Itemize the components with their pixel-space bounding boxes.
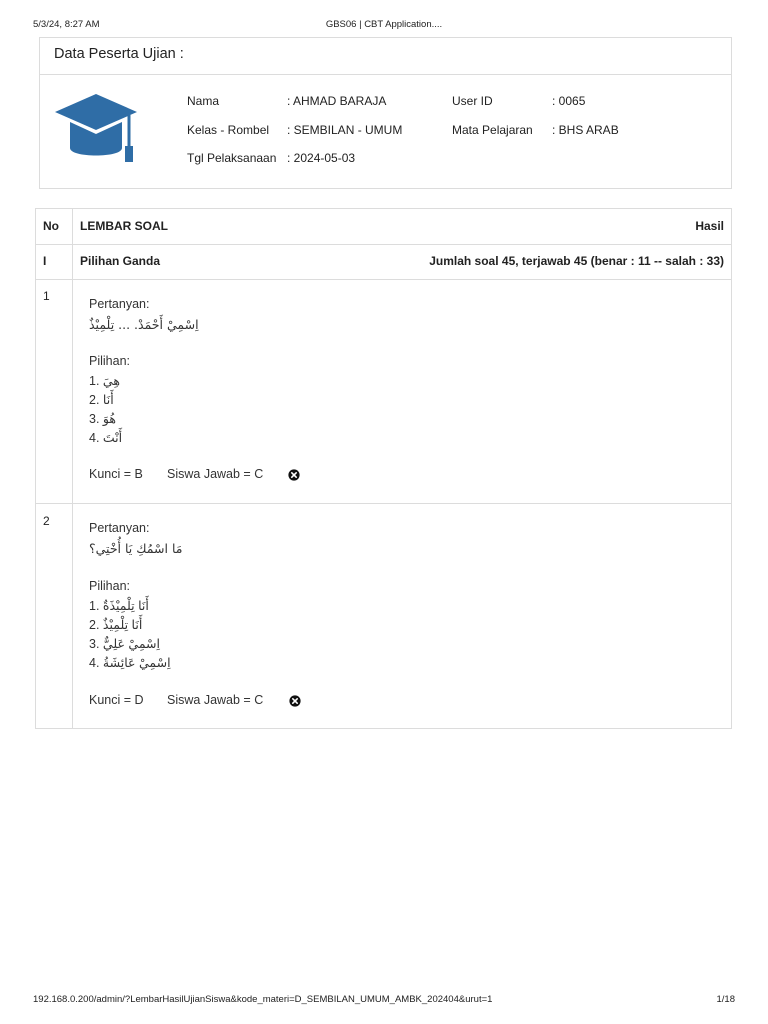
tgl-label: Tgl Pelaksanaan: [187, 151, 277, 165]
option-item: 3. هُوَ: [89, 412, 116, 426]
option-item: 1. هِيَ: [89, 374, 120, 388]
row-divider: [36, 279, 731, 280]
option-item: 1. أَنَا تِلْمِيْذَةٌ: [89, 599, 149, 613]
wrong-circle-x-icon: [288, 469, 300, 481]
question-text: اِسْمِيْ أَحْمَدْ. ... تِلْمِيْذٌ: [89, 317, 199, 332]
option-item: 2. أَنَا تِلْمِيْذٌ: [89, 618, 143, 632]
options-label: Pilihan:: [89, 579, 130, 593]
student-answer: Siswa Jawab = C: [167, 693, 264, 707]
section-summary: Jumlah soal 45, terjawab 45 (benar : 11 -- salah : 33): [429, 254, 724, 268]
kelas-value: : SEMBILAN - UMUM: [287, 123, 403, 137]
question-number: 2: [43, 514, 50, 528]
page-url: 192.168.0.200/admin/?LembarHasilUjianSiswa&kode_materi=D_SEMBILAN_UMUM_AMBK_202404&urut=1: [33, 994, 493, 1005]
header-lembar-soal: LEMBAR SOAL: [80, 219, 168, 233]
question-label: Pertanyan:: [89, 297, 150, 311]
option-item: 2. أَنَا: [89, 393, 114, 407]
option-item: 3. اِسْمِيْ عَلِيٌّ: [89, 637, 160, 651]
student-answer: Siswa Jawab = C: [167, 467, 264, 481]
participant-heading: Data Peserta Ujian :: [40, 38, 731, 75]
participant-info-panel: [39, 37, 732, 189]
page-number: 1/18: [716, 994, 735, 1005]
question-label: Pertanyan:: [89, 521, 150, 535]
question-text: مَا اسْمُكِ يَا أُخْتِي؟: [89, 541, 183, 556]
kelas-label: Kelas - Rombel: [187, 123, 270, 137]
options-label: Pilihan:: [89, 354, 130, 368]
section-number: I: [43, 254, 47, 268]
mapel-label: Mata Pelajaran: [452, 123, 533, 137]
answer-key: Kunci = D: [89, 693, 144, 707]
userid-value: : 0065: [552, 94, 586, 108]
option-item: 4. أَنْتَ: [89, 431, 123, 445]
header-hasil: Hasil: [695, 219, 724, 233]
question-number: 1: [43, 289, 50, 303]
result-table: [35, 208, 732, 729]
print-date: 5/3/24, 8:27 AM: [33, 19, 100, 30]
document-title: GBS06 | CBT Application....: [325, 19, 443, 30]
nama-label: Nama: [187, 94, 220, 108]
mapel-value: : BHS ARAB: [552, 123, 619, 137]
nama-value: : AHMAD BARAJA: [287, 94, 387, 108]
column-divider: [72, 209, 73, 728]
print-header: [33, 19, 735, 33]
wrong-circle-x-icon: [289, 695, 301, 707]
header-no: No: [43, 219, 59, 233]
print-footer: [33, 994, 735, 1008]
userid-label: User ID: [452, 94, 493, 108]
tgl-value: : 2024-05-03: [287, 151, 356, 165]
section-name: Pilihan Ganda: [80, 254, 161, 268]
graduation-cap-icon: [53, 92, 139, 166]
answer-key: Kunci = B: [89, 467, 143, 481]
option-item: 4. اِسْمِيْ عَائِشَةُ: [89, 656, 171, 670]
row-divider: [36, 244, 731, 245]
row-divider: [36, 503, 731, 504]
